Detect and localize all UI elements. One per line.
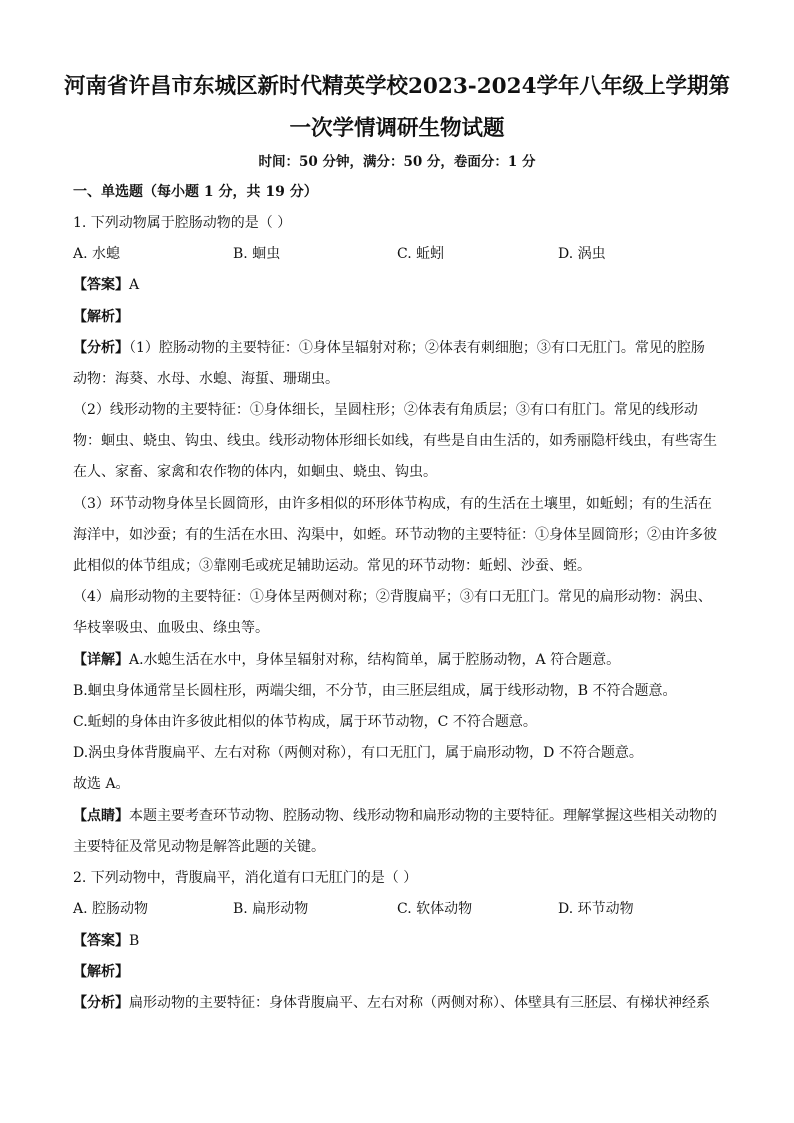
dianjing-line: 主要特征及常见动物是解答此题的关键。 <box>73 839 325 855</box>
answer-tag: 【答案】 <box>73 933 129 949</box>
question-2-option-a: A. 腔肠动物 <box>73 901 149 917</box>
document-title-line2: 一次学情调研生物试题 <box>289 116 505 141</box>
xiangjie-tag: 【详解】 <box>73 652 129 668</box>
analysis-line: 海洋中，如沙蚕；有的生活在水田、沟渠中，如蛭。环节动物的主要特征：①身体呈圆筒形；②由许多彼 <box>73 527 717 543</box>
question-1-option-c: C. 蚯蚓 <box>397 246 445 262</box>
question-1-option-b: B. 蛔虫 <box>233 246 281 262</box>
question-2-answer <box>73 932 139 950</box>
analysis-tag: 【解析】 <box>73 964 129 980</box>
fenxi-tag: 【分析】 <box>73 340 129 356</box>
question-1-answer <box>73 276 139 294</box>
analysis-line <box>73 339 705 357</box>
dianjing-line <box>73 807 717 825</box>
analysis-line: 动物：海葵、水母、水螅、海蜇、珊瑚虫。 <box>73 371 339 387</box>
analysis-line: （3）环节动物身体呈长圆筒形，由许多相似的环形体节构成，有的生活在土壤里，如蚯蚓；有的生活在 <box>73 496 712 512</box>
question-2-option-c: C. 软体动物 <box>397 901 473 917</box>
document-title-line1: 河南省许昌市东城区新时代精英学校2023-2024学年八年级上学期第 <box>63 74 731 99</box>
exam-info: 时间：50 分钟，满分：50 分，卷面分：1 分 <box>258 154 536 170</box>
analysis-line: （4）扁形动物的主要特征：①身体呈两侧对称；②背腹扁平；③有口无肛门。常见的扁形动物：涡虫、 <box>73 589 712 605</box>
dianjing-tag: 【点睛】 <box>73 808 129 824</box>
fenxi-tag: 【分析】 <box>73 995 129 1011</box>
analysis-line: （2）线形动物的主要特征：①身体细长，呈圆柱形；②体表有角质层；③有口有肛门。常见的线形动 <box>73 402 698 418</box>
question-2-option-d: D. 环节动物 <box>558 901 634 917</box>
analysis-text: 扁形动物的主要特征：身体背腹扁平、左右对称（两侧对称）、体壁具有三胚层、有梯状神经系 <box>129 995 710 1011</box>
detail-line: D.涡虫身体背腹扁平、左右对称（两侧对称），有口无肛门，属于扁形动物，D 不符合题意。 <box>73 745 643 761</box>
detail-text: A.水螅生活在水中，身体呈辐射对称，结构简单，属于腔肠动物，A 符合题意。 <box>129 652 621 668</box>
analysis-text: （1）腔肠动物的主要特征：①身体呈辐射对称；②体表有刺细胞；③有口无肛门。常见的腔肠 <box>129 340 705 356</box>
analysis-tag: 【解析】 <box>73 309 129 325</box>
detail-line: 故选 A。 <box>73 776 130 792</box>
detail-line: C.蚯蚓的身体由许多彼此相似的体节构成，属于环节动物，C 不符合题意。 <box>73 714 537 730</box>
question-2-option-b: B. 扁形动物 <box>233 901 309 917</box>
answer-tag: 【答案】 <box>73 277 129 293</box>
detail-line: B.蛔虫身体通常呈长圆柱形，两端尖细，不分节，由三胚层组成，属于线形动物，B 不符合题意。 <box>73 683 677 699</box>
analysis-line: 物：蛔虫、蛲虫、钩虫、线虫。线形动物体形细长如线，有些是自由生活的，如秀丽隐杆线虫，有些寄生 <box>73 433 717 449</box>
section-heading: 一、单选题（每小题 1 分，共 19 分） <box>73 184 318 200</box>
analysis-line: 此相似的体节组成；③靠刚毛或疣足辅助运动。常见的环节动物：蚯蚓、沙蚕、蛭。 <box>73 558 591 574</box>
question-1-option-d: D. 涡虫 <box>558 246 606 262</box>
analysis-line: 在人、家畜、家禽和农作物的体内，如蛔虫、蛲虫、钩虫。 <box>73 464 437 480</box>
question-1-stem: 1. 下列动物属于腔肠动物的是（ ） <box>73 215 292 231</box>
analysis-line: 华枝睾吸虫、血吸虫、绦虫等。 <box>73 620 269 636</box>
analysis-line <box>73 994 710 1012</box>
dianjing-text: 本题主要考查环节动物、腔肠动物、线形动物和扁形动物的主要特征。理解掌握这些相关动物的 <box>129 808 717 824</box>
question-2-stem: 2. 下列动物中，背腹扁平，消化道有口无肛门的是（ ） <box>73 870 418 886</box>
question-1-option-a: A. 水螅 <box>73 246 121 262</box>
detail-line <box>73 651 620 669</box>
answer-value: A <box>129 277 140 293</box>
answer-value: B <box>129 933 140 949</box>
